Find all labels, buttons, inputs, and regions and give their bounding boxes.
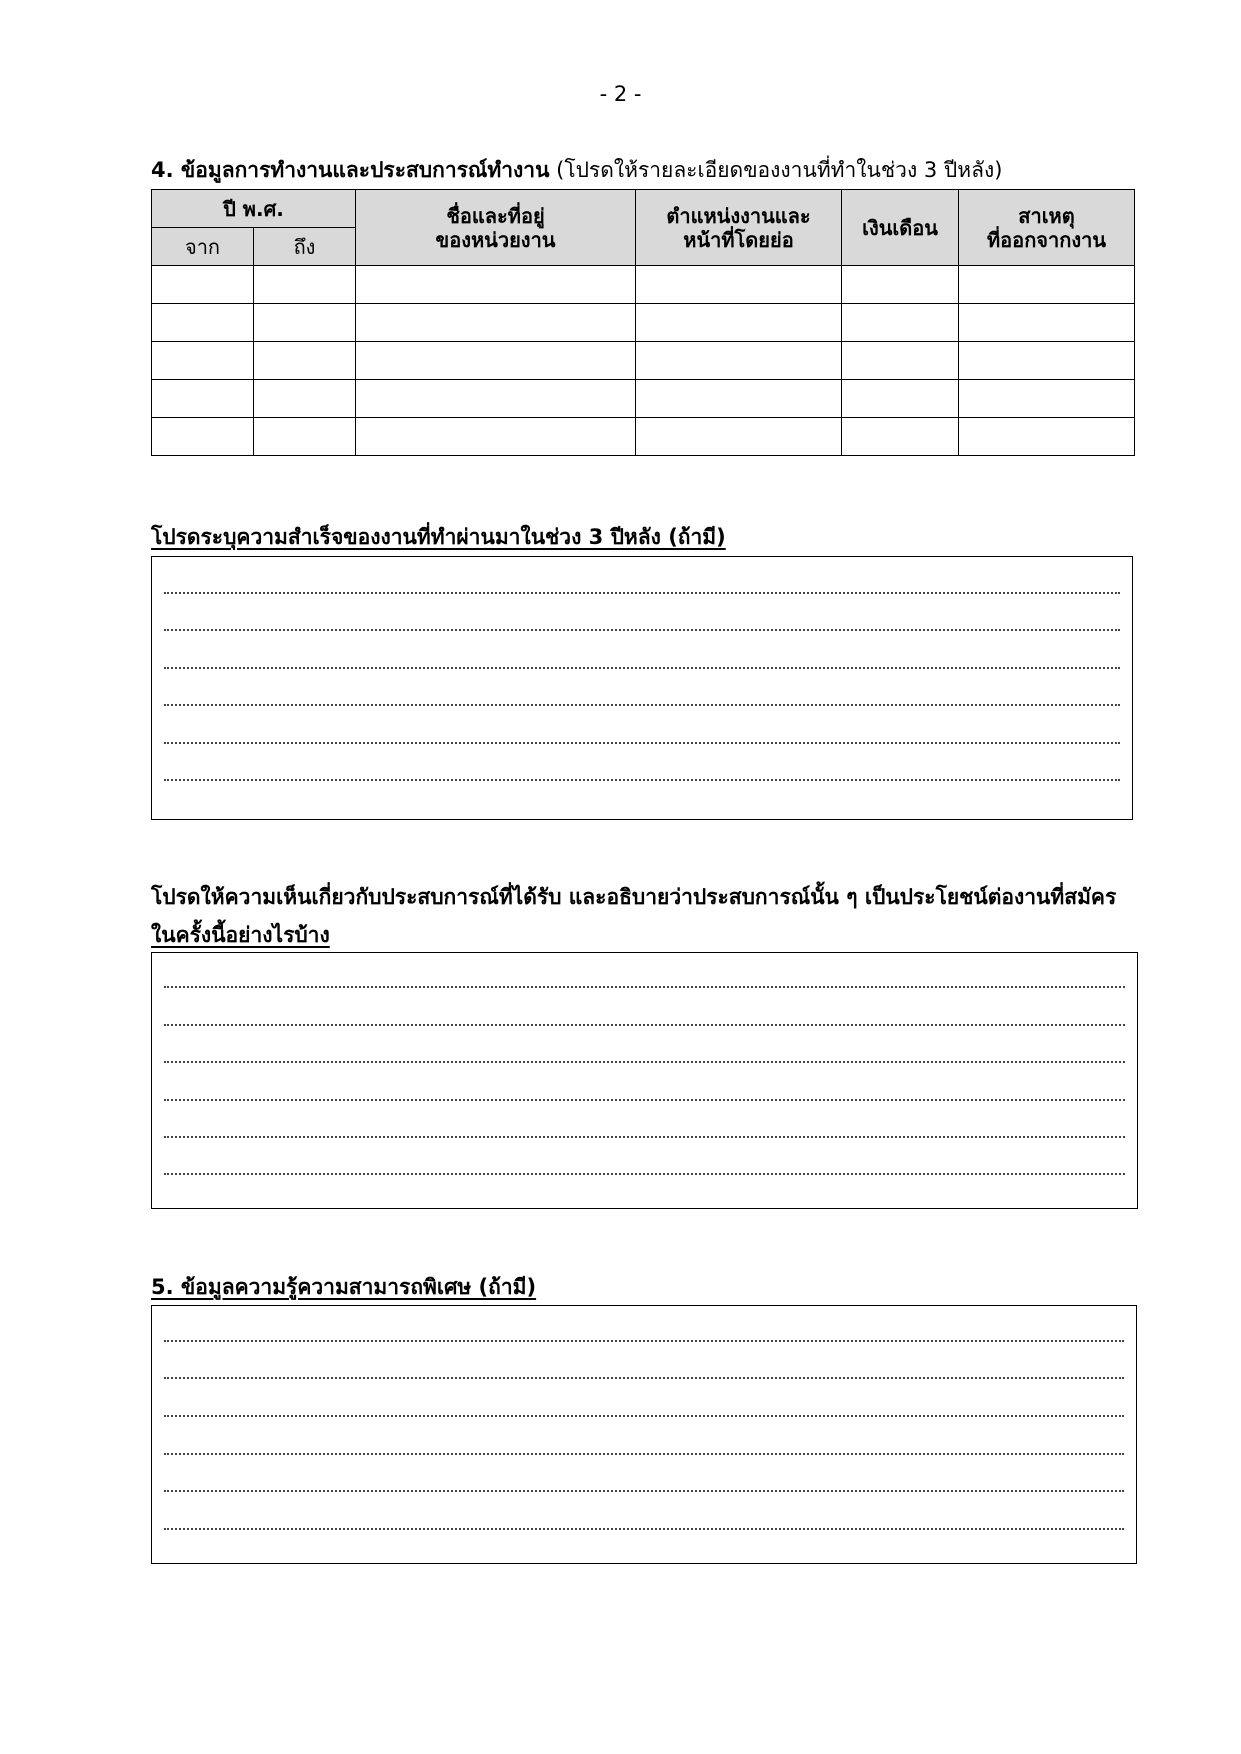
dotted-line — [164, 1453, 1124, 1455]
reason-cell[interactable] — [959, 380, 1135, 418]
experience-opinion-heading-line2: ในครั้งนี้อย่างไรบ้าง — [151, 923, 330, 947]
reason-header-line2: ที่ออกจากงาน — [986, 227, 1107, 252]
dotted-line — [164, 1061, 1125, 1063]
position-header-line1: ตำแหน่งงานและ — [666, 203, 811, 228]
position-cell[interactable] — [636, 342, 842, 380]
page-number: - 2 - — [599, 82, 642, 106]
dotted-line — [164, 986, 1125, 988]
dotted-line — [164, 1173, 1125, 1175]
salary-cell[interactable] — [842, 266, 959, 304]
salary-cell[interactable] — [842, 418, 959, 456]
to-year-cell[interactable] — [254, 380, 356, 418]
achievements-textbox[interactable] — [151, 556, 1133, 820]
from-year-cell[interactable] — [152, 380, 254, 418]
section-4-note: (โปรดให้รายละเอียดของงานที่ทำในช่วง 3 ปีหลัง) — [556, 158, 1003, 182]
position-cell[interactable] — [636, 380, 842, 418]
dotted-line — [164, 704, 1120, 706]
reason-cell[interactable] — [959, 418, 1135, 456]
salary-cell[interactable] — [842, 380, 959, 418]
position-cell[interactable] — [636, 418, 842, 456]
salary-header: เงินเดือน — [842, 190, 959, 266]
dotted-line — [164, 1099, 1125, 1101]
organization-header-line1: ชื่อและที่อยู่ — [446, 203, 545, 228]
organization-cell[interactable] — [356, 304, 636, 342]
organization-cell[interactable] — [356, 380, 636, 418]
dotted-line — [164, 1377, 1124, 1379]
dotted-line — [164, 667, 1120, 669]
from-year-cell[interactable] — [152, 304, 254, 342]
to-year-cell[interactable] — [254, 266, 356, 304]
organization-header — [356, 190, 636, 266]
organization-cell[interactable] — [356, 266, 636, 304]
position-header-line2: หน้าที่โดยย่อ — [683, 227, 794, 252]
position-cell[interactable] — [636, 304, 842, 342]
work-experience-table — [151, 189, 1135, 456]
reason-cell[interactable] — [959, 342, 1135, 380]
table-row — [152, 418, 1135, 456]
section-4-title: 4. ข้อมูลการทำงานและประสบการณ์ทำงาน — [151, 158, 550, 182]
dotted-line — [164, 1490, 1124, 1492]
to-year-header: ถึง — [254, 228, 356, 266]
dotted-line — [164, 592, 1120, 594]
achievements-heading: โปรดระบุความสำเร็จของงานที่ทำผ่านมาในช่วง 3 ปีหลัง (ถ้ามี) — [151, 525, 726, 549]
dotted-line — [164, 1340, 1124, 1342]
dotted-line — [164, 1415, 1124, 1417]
organization-cell[interactable] — [356, 418, 636, 456]
table-row — [152, 342, 1135, 380]
to-year-cell[interactable] — [254, 418, 356, 456]
from-year-cell[interactable] — [152, 266, 254, 304]
reason-cell[interactable] — [959, 304, 1135, 342]
experience-opinion-heading-line1: โปรดให้ความเห็นเกี่ยวกับประสบการณ์ที่ได้รับ และอธิบายว่าประสบการณ์นั้น ๆ เป็นประโยชน์ต่องานที่สมัคร — [151, 885, 1117, 909]
from-year-cell[interactable] — [152, 418, 254, 456]
salary-cell[interactable] — [842, 342, 959, 380]
to-year-cell[interactable] — [254, 342, 356, 380]
dotted-line — [164, 742, 1120, 744]
table-row — [152, 304, 1135, 342]
section-5-heading: 5. ข้อมูลความรู้ความสามารถพิเศษ (ถ้ามี) — [151, 1275, 537, 1299]
dotted-line — [164, 779, 1120, 781]
organization-header-line2: ของหน่วยงาน — [435, 227, 556, 252]
reason-cell[interactable] — [959, 266, 1135, 304]
dotted-line — [164, 1024, 1125, 1026]
to-year-cell[interactable] — [254, 304, 356, 342]
section-4-heading — [151, 153, 1002, 187]
table-row — [152, 380, 1135, 418]
reason-header — [959, 190, 1135, 266]
salary-cell[interactable] — [842, 304, 959, 342]
experience-opinion-heading — [151, 878, 1141, 954]
from-year-header: จาก — [152, 228, 254, 266]
position-cell[interactable] — [636, 266, 842, 304]
reason-header-line1: สาเหตุ — [1018, 203, 1075, 228]
table-row — [152, 266, 1135, 304]
experience-opinion-textbox[interactable] — [151, 952, 1138, 1209]
from-year-cell[interactable] — [152, 342, 254, 380]
special-skills-textbox[interactable] — [151, 1305, 1137, 1564]
year-header: ปี พ.ศ. — [152, 190, 356, 228]
dotted-line — [164, 1528, 1124, 1530]
organization-cell[interactable] — [356, 342, 636, 380]
dotted-line — [164, 629, 1120, 631]
position-header — [636, 190, 842, 266]
dotted-line — [164, 1136, 1125, 1138]
